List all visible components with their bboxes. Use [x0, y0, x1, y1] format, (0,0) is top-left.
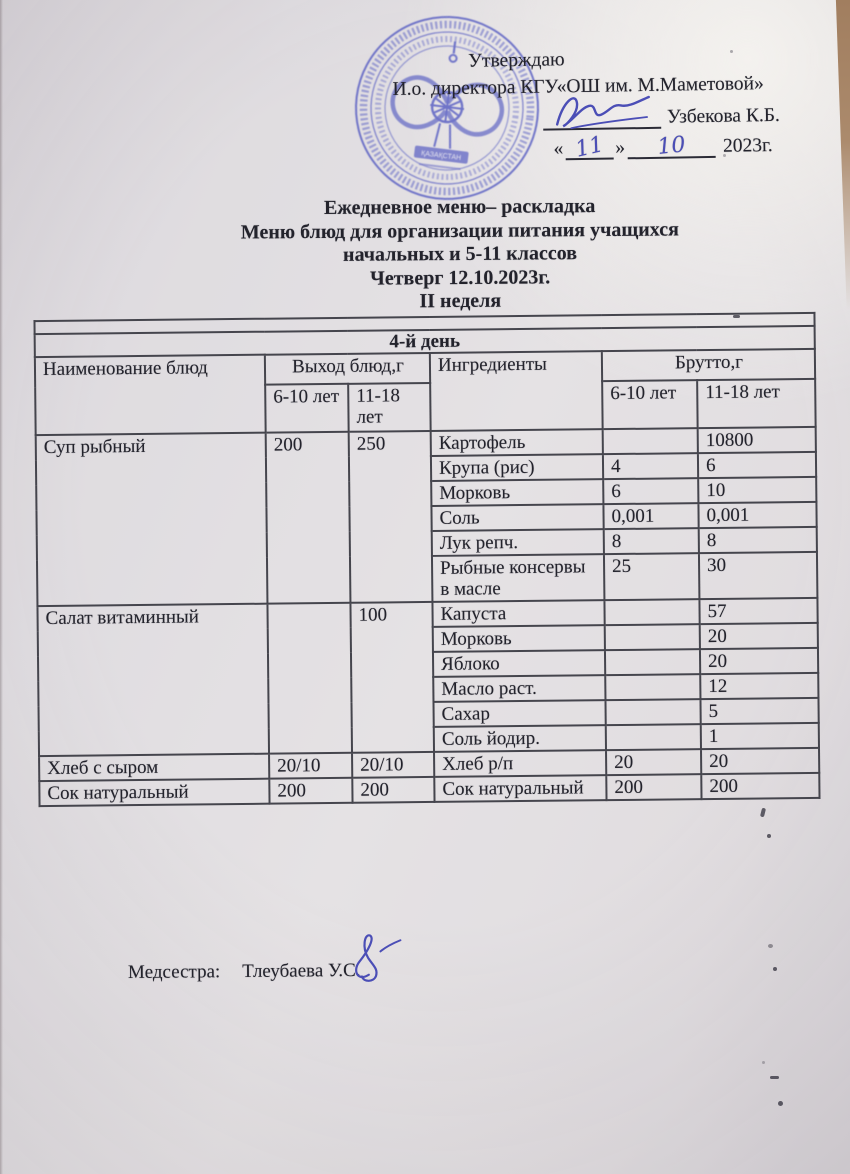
dish-name-cell: Суп рыбный: [36, 433, 268, 606]
menu-table: [33, 312, 820, 807]
brutto-6-10-cell: [605, 624, 700, 650]
brutto-11-18-cell: 12: [700, 673, 818, 699]
ingredient-name-cell: Соль йодир.: [434, 725, 606, 752]
paper-speck: [770, 1076, 779, 1079]
brutto-11-18-cell: 57: [699, 598, 817, 624]
ingredient-name-cell: Капуста: [432, 600, 604, 627]
output-column-header: Выход блюд,г: [265, 353, 430, 385]
approval-date-row: [551, 130, 813, 163]
brutto-6-10-cell: 25: [604, 553, 699, 600]
handwritten-month-slot: [627, 134, 715, 159]
brutto-11-18-cell: 20: [701, 748, 819, 774]
ingredient-name-cell: Лук репч.: [432, 529, 604, 556]
ingredient-name-cell: Сок натуральный: [434, 775, 606, 802]
paper-speck: [767, 834, 771, 838]
dish-name-cell: Сок натуральный: [39, 779, 269, 806]
output-11-18-cell: 20/10: [352, 752, 434, 778]
footer-line: [128, 960, 361, 984]
paper-speck: [778, 1101, 783, 1106]
brutto-6-10-cell: [605, 649, 700, 675]
brutto-6-10-cell: 200: [606, 774, 701, 800]
handwritten-day-slot: [565, 132, 613, 163]
nurse-role-label: Медсестра:: [127, 961, 221, 984]
handwritten-day: 11: [572, 132, 606, 163]
open-quote: «: [553, 138, 564, 160]
output-11-18-cell: 200: [352, 777, 434, 803]
brutto-6-10-cell: 0,001: [603, 503, 698, 529]
year-label: 2023г.: [722, 135, 773, 157]
nurse-name: Тлеубаева У.С.: [242, 959, 361, 983]
paper-speck: [762, 1061, 765, 1064]
brutto-11-18-cell: 200: [701, 773, 819, 799]
brutto-6-10-cell: [605, 674, 700, 700]
title-line-3: начальных и 5-11 классов: [342, 242, 578, 266]
ingredients-column-header: Ингредиенты: [430, 351, 603, 431]
day-header-cell: 4-й день: [35, 326, 815, 357]
ingredient-name-cell: Хлеб р/п: [434, 750, 606, 777]
brutto-11-18-cell: 20: [700, 648, 818, 674]
paper-speck: [768, 944, 773, 948]
approve-label: Утверждаю: [467, 49, 565, 72]
brutto-11-18-cell: 10800: [698, 427, 816, 453]
output-6-10-cell: 20/10: [269, 753, 352, 779]
brutto-6-10-cell: 20: [606, 749, 701, 775]
ingredient-name-cell: Крупа (рис): [431, 454, 603, 481]
title-line-1: Ежедневное меню– раскладка: [323, 195, 596, 219]
brutto-6-10-cell: [604, 599, 699, 625]
output-11-18-cell: 100: [350, 602, 434, 753]
ingredient-name-cell: Картофель: [431, 429, 603, 456]
brutto-11-18-cell: 8: [699, 527, 817, 553]
paper-speck: [760, 808, 766, 818]
paper-speck: [773, 967, 777, 971]
close-quote: »: [615, 137, 626, 159]
brutto-11-18-cell: 30: [699, 552, 818, 599]
ingredient-name-cell: Рыбные консервы в масле: [432, 554, 604, 602]
ingredient-name-cell: Соль: [431, 504, 603, 531]
document-title: [60, 193, 850, 316]
title-line-5: II неделя: [419, 289, 502, 313]
brutto-11-18-cell: 5: [700, 698, 818, 724]
brutto-11-18-cell: 6: [698, 452, 816, 478]
output-6-10-cell: [267, 603, 352, 754]
output-6-10-cell: 200: [269, 778, 352, 804]
brutto-age-young-header: 6-10 лет: [602, 380, 697, 429]
brutto-11-18-cell: 0,001: [698, 502, 816, 528]
output-6-10-cell: 200: [266, 432, 351, 604]
brutto-6-10-cell: 6: [603, 478, 698, 504]
director-signature-row: [543, 100, 813, 130]
dish-name-cell: Салат витаминный: [37, 604, 269, 756]
brutto-6-10-cell: [603, 428, 698, 454]
output-age-young-header: 6-10 лет: [265, 384, 348, 433]
nurse-signature-icon: [342, 927, 407, 987]
menu-table-wrapper: [33, 312, 820, 807]
ingredient-name-cell: Морковь: [433, 625, 605, 652]
photo-left-edge-shadow: [0, 0, 3, 1174]
dish-column-header: Наименование блюд: [35, 355, 266, 435]
brutto-11-18-cell: 10: [698, 477, 816, 503]
brutto-age-old-header: 11-18 лет: [697, 379, 816, 428]
brutto-column-header: Брутто,г: [602, 349, 815, 381]
output-age-old-header: 11-18 лет: [348, 383, 430, 432]
ingredient-name-cell: Яблоко: [433, 650, 605, 677]
brutto-11-18-cell: 1: [701, 723, 819, 749]
brutto-11-18-cell: 20: [700, 623, 818, 649]
signature-line: [543, 105, 661, 131]
brutto-6-10-cell: 8: [604, 528, 699, 554]
approval-block: [392, 45, 814, 163]
director-name: Узбекова К.Б.: [666, 104, 781, 128]
handwritten-month: 10: [655, 132, 687, 161]
ingredient-name-cell: Сахар: [433, 700, 605, 727]
output-11-18-cell: 250: [349, 431, 433, 603]
director-signature-icon: [551, 89, 652, 135]
brutto-6-10-cell: [606, 724, 701, 750]
menu-table-body: [36, 427, 820, 806]
title-line-2: Меню блюд для организации питания учащихся: [240, 217, 679, 244]
brutto-6-10-cell: 4: [603, 453, 698, 479]
ingredient-name-cell: Морковь: [431, 479, 603, 506]
director-line: И.о. директора КГУ«ОШ им. М.Маметовой»: [392, 73, 764, 100]
brutto-6-10-cell: [605, 699, 700, 725]
title-line-4: Четверг 12.10.2023г.: [370, 265, 551, 290]
ingredient-name-cell: Масло раст.: [433, 675, 605, 702]
dish-name-cell: Хлеб с сыром: [39, 754, 269, 781]
seal-banner-text: ҚАЗАҚСТАН: [420, 150, 462, 163]
